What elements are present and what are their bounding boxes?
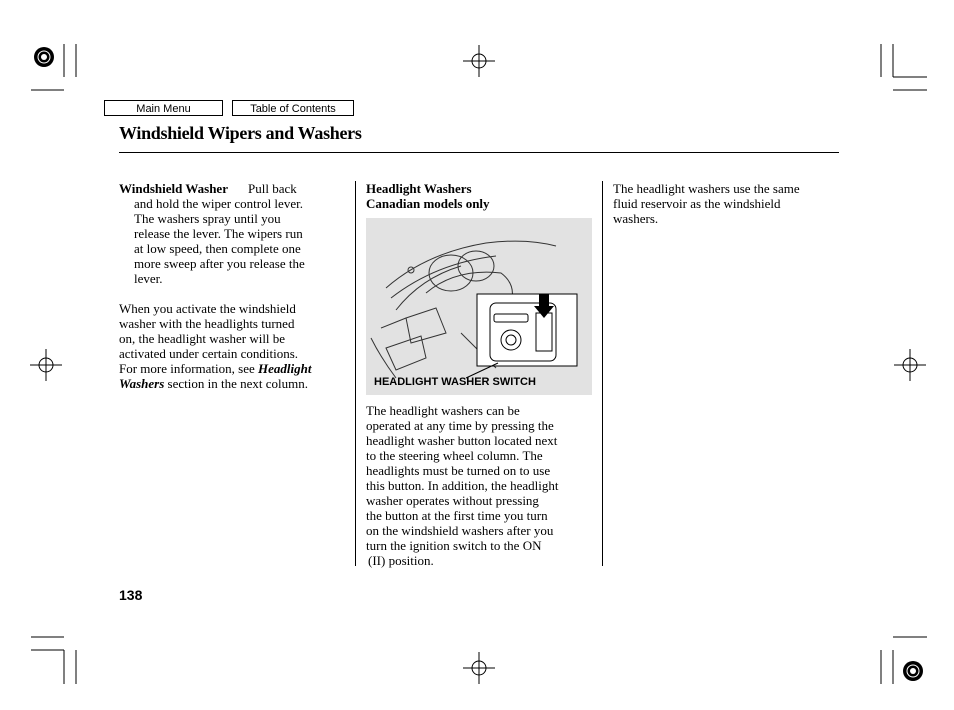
headlight-washers-link-cont[interactable]: Washers	[119, 376, 165, 391]
para2-line: washer with the headlights turned	[119, 316, 295, 331]
col2-line: operated at any time by pressing the	[366, 418, 554, 433]
column-2	[366, 181, 596, 211]
page-number: 138	[119, 587, 143, 603]
para1-line: at low speed, then complete one	[134, 241, 301, 256]
para1-line: and hold the wiper control lever.	[134, 196, 303, 211]
title-divider	[119, 152, 839, 153]
ref-suffix: section in the next column.	[167, 376, 308, 391]
col2-line: this button. In addition, the headlight	[366, 478, 559, 493]
col2-line: on the windshield washers after you	[366, 523, 554, 538]
col2-line: to the steering wheel column. The	[366, 448, 543, 463]
para1-line: lever.	[134, 271, 163, 286]
column-1	[119, 181, 347, 391]
windshield-washer-heading: Windshield Washer	[119, 181, 228, 196]
headlight-washer-paragraph	[366, 403, 596, 568]
headlight-activation-paragraph	[119, 301, 347, 391]
col3-line: fluid reservoir as the windshield	[613, 196, 781, 211]
col2-line: headlight washer button located next	[366, 433, 558, 448]
para2-line: When you activate the windshield	[119, 301, 296, 316]
main-menu-button[interactable]: Main Menu	[104, 100, 223, 116]
dashboard-illustration	[366, 218, 592, 395]
col2-line: headlights must be turned on to use	[366, 463, 551, 478]
col3-line: washers.	[613, 211, 659, 226]
para1-line: more sweep after you release the	[134, 256, 305, 271]
ref-prefix: For more information, see	[119, 361, 255, 376]
col2-line: (II) position.	[368, 553, 434, 568]
para1-lead: Pull back	[247, 181, 297, 196]
canadian-models-heading: Canadian models only	[366, 196, 490, 211]
para2-line: on, the headlight washer will be	[119, 331, 286, 346]
column-divider	[355, 181, 356, 566]
column-3	[613, 181, 843, 226]
headlight-washers-heading: Headlight Washers	[366, 181, 472, 196]
para1-line: release the lever. The wipers run	[134, 226, 303, 241]
figure-caption: HEADLIGHT WASHER SWITCH	[374, 376, 536, 388]
headlight-washer-switch-figure	[366, 218, 592, 395]
col2-line: washer operates without pressing	[366, 493, 539, 508]
headlight-washers-link[interactable]: Headlight	[258, 361, 312, 376]
page-title: Windshield Wipers and Washers	[119, 123, 362, 143]
col3-line: The headlight washers use the same	[613, 181, 800, 196]
column-divider	[602, 181, 603, 566]
windshield-washer-paragraph	[119, 181, 347, 286]
col2-line: the button at the first time you turn	[366, 508, 548, 523]
col2-line: turn the ignition switch to the ON	[366, 538, 542, 553]
col2-line: The headlight washers can be	[366, 403, 520, 418]
para2-line: activated under certain conditions.	[119, 346, 299, 361]
para1-line: The washers spray until you	[134, 211, 281, 226]
table-of-contents-button[interactable]: Table of Contents	[232, 100, 354, 116]
